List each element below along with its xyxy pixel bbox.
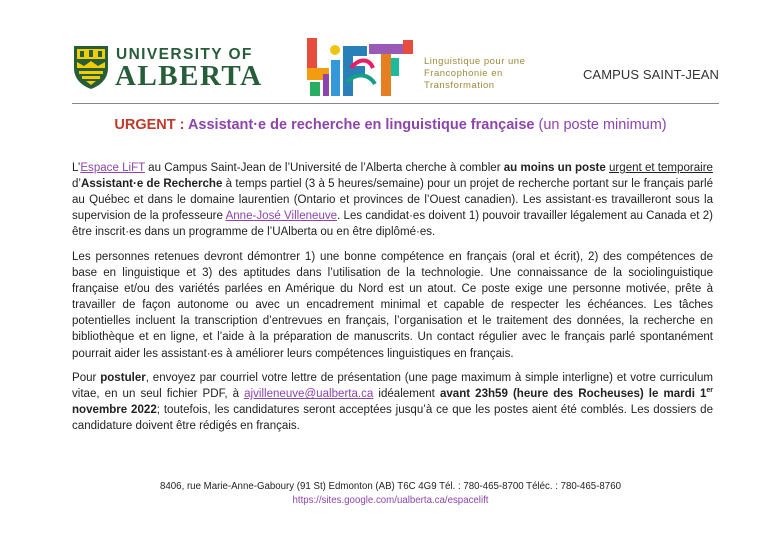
lift-tagline-line: Linguistique pour une — [424, 56, 526, 67]
bold-text: postuler — [100, 372, 146, 385]
lift-tagline-line: Francophonie en — [424, 68, 503, 79]
lift-tagline — [424, 56, 525, 92]
text-run: idéalement — [373, 388, 440, 401]
page-header — [0, 0, 781, 105]
university-of-alberta-logo — [72, 44, 272, 94]
job-title: Assistant·e de recherche en linguistique française — [187, 117, 535, 133]
ua-shield-icon — [72, 44, 110, 90]
bold-text: Assistant·e de Recherche — [81, 178, 223, 191]
paragraph-intro — [72, 160, 713, 240]
email-link[interactable]: ajvilleneuve@ualberta.ca — [244, 388, 374, 401]
footer-address: 8406, rue Marie-Anne-Gaboury (91 St) Edmonton (AB) T6C 4G9 Tél. : 780-465-8700 Téléc. : 780-465-8760 — [160, 481, 621, 492]
professor-link[interactable]: Anne-José Villeneuve — [225, 210, 338, 223]
job-description — [72, 160, 713, 443]
text-run: ; toutefois, les candidatures seront acceptées jusqu’à ce que les postes aient été comblés. Les dossiers de candidature doivent être rédigés en français. — [72, 404, 713, 433]
job-subtitle: (un poste minimum) — [534, 117, 667, 133]
text-run: L’ — [72, 162, 81, 174]
text-run: d’ — [72, 178, 81, 191]
superscript: er — [706, 387, 714, 395]
text-run: Pour — [72, 372, 101, 385]
text-run: au Campus Saint-Jean de l’Université de l’Alberta cherche à combler — [144, 162, 504, 174]
header-divider — [72, 103, 719, 104]
text-run: à temps partiel (3 à 5 heures/semaine) pour un projet de recherche portant sur le français parlé au Québec et dans le domaine laurentien (Ontario et provinces de l’Ouest canadien). Les assistant·es travailleront sous la supervision de la professeure — [72, 178, 713, 223]
campus-name: CAMPUS SAINT-JEAN — [582, 67, 719, 82]
paragraph-application — [72, 370, 713, 434]
bold-text: au moins un poste — [503, 162, 606, 174]
espace-lift-link[interactable]: Espace LiFT — [80, 162, 145, 174]
page-footer — [0, 480, 781, 508]
text-run: . Les candidat·es doivent 1) pouvoir travailler légalement au Canada et 2) être inscrit·es dans un programme de l’UAlberta ou en être diplômé·es. — [72, 210, 713, 239]
alberta-text: ALBERTA — [115, 60, 263, 92]
underlined-text: urgent et temporaire — [609, 162, 713, 174]
bold-text: avant 23h59 (heure des Rocheuses) le mardi 1 — [439, 388, 707, 401]
page-title — [0, 117, 781, 133]
bold-text: novembre 2022 — [72, 404, 157, 417]
urgent-label: URGENT : — [114, 117, 188, 133]
university-of-text: UNIVERSITY OF — [116, 46, 253, 63]
footer-url-link[interactable]: https://sites.google.com/ualberta.ca/espacelift — [292, 495, 489, 506]
paragraph-requirements: Les personnes retenues devront démontrer 1) une bonne compétence en français (oral et écrit), 2) des compétences de base en linguistique et 3) des aptitudes dans l’utilisation de la technologie. Une connaissance de la sociolinguistique française et/ou des variétés parlées en Amérique du Nord est un atout. Ce poste exige une personne motivée, prête à travailler de façon autonome ou avec un encadrement minimal et capable de respecter les échéances. Les tâches potentielles incluent la transcription d’entrevues en français, l’organisation et le traitement des données, la recherche en bibliothèque et en ligne, et l’aide à la préparation de manuscrits. Un contact régulier avec le français parlé spontanément pourrait aider les assistant·es à améliorer leurs compétences linguistiques en français. — [72, 250, 713, 360]
text-run: , envoyez par courriel votre lettre de présentation (une page maximum à simple interligne) et votre curriculum vitae, en un seul fichier PDF, à — [72, 372, 713, 401]
lift-logo — [307, 38, 419, 98]
lift-tagline-line: Transformation — [424, 80, 495, 91]
